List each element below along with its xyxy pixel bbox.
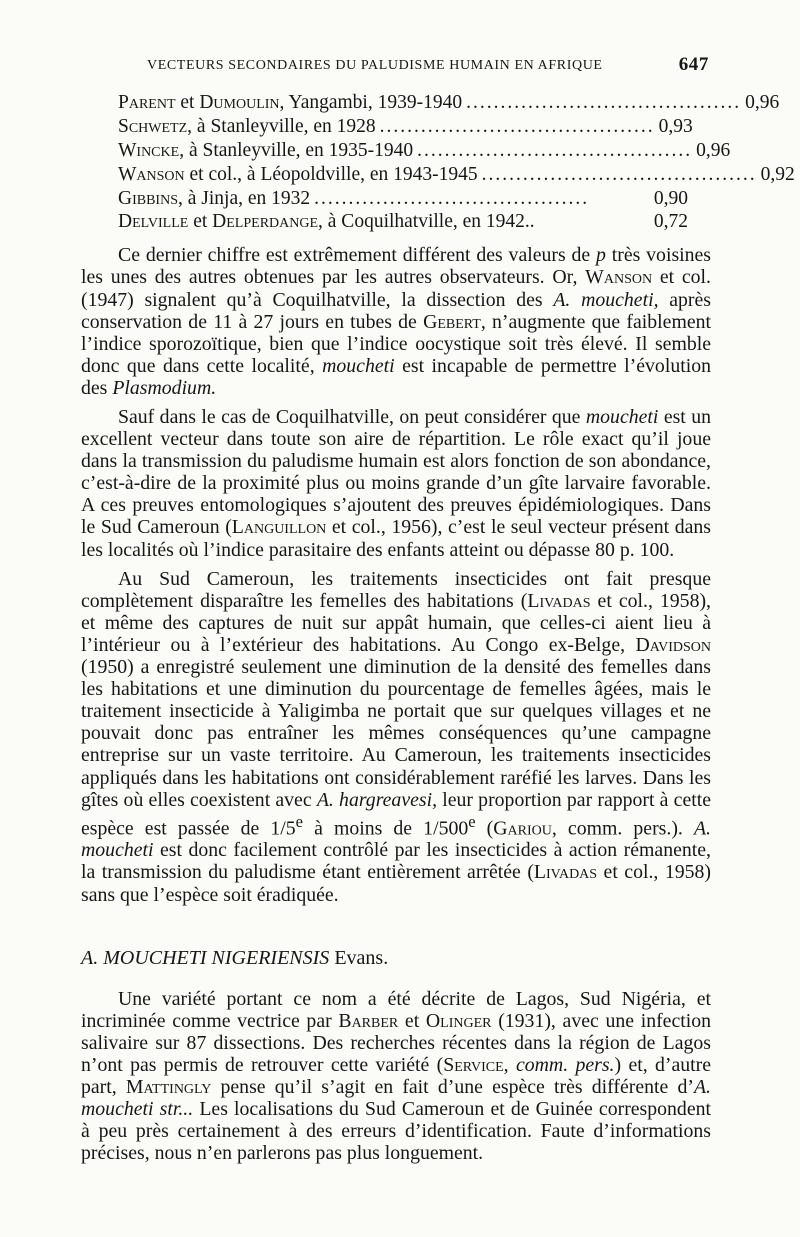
paragraph: Une variété portant ce nom a été décrite de Lagos, Sud Nigéria, et incriminée comme vectrice par Barber et Olinger (1931), avec une infection salivaire sur 87 dissections. Des recherches récentes dans la région de Lagos n’ont pas permis de retrouver cette variété (Service, comm. pers.) et, d’autre part, Mattingly pense qu’il s’agit en fait d’une espèce très différente d’A. moucheti str... Les localisations du Sud Cameroun et de Guinée correspondent à peu près certainement à des erreurs d’identification. Faute d’informations précises, nous n’en parlerons pas plus longuement. [81, 987, 712, 1165]
running-header [81, 52, 711, 82]
table-row: Schwetz, à Stanleyville, en 1928 ........................................ 0,93 [118, 115, 693, 137]
page [81, 52, 795, 1165]
table-value: 0,92 [760, 163, 795, 185]
paragraph: Au Sud Cameroun, les traitements insecticides ont fait presque complètement disparaître les femelles des habitations (Livadas et col., 1958), et même des captures de nuit sur appât humain, que celles-ci aient lieu à l’intérieur ou à l’extérieur des habitations. Au Congo ex-Belge, Davidson (1950) a enregistré seulement une diminution de la densité des femelles dans les habitations et une diminution du pourcentage de femelles âgées, mais le traitement insecticide à Yaligimba ne portait que sur quelques villages et ne pouvait donc pas entraîner les mêmes conséquences qu’une campagne entreprise sur un vaste territoire. Au Cameroun, les traitements insecticides appliqués dans les habitations ont considérablement raréfié les larves. Dans les gîtes où elles coexistent avec A. hargreavesi, leur proportion par rapport à cette espèce est passée de 1/5e à moins de 1/500e (Gariou, comm. pers.). A. moucheti est donc facilement contrôlé par les insecticides à action rémanente, la transmission du paludisme étant entièrement arrêtée (Livadas et col., 1958) sans que l’espèce soit éradiquée. [81, 567, 711, 906]
index-table [81, 91, 795, 234]
leader-dots: ........................................ [417, 139, 693, 161]
table-row: Parent et Dumoulin, Yangambi, 1939-1940 ........................................ 0,96 [118, 92, 780, 113]
table-value: 0,96 [696, 139, 731, 161]
table-value: 0,96 [745, 92, 780, 113]
table-row: Gibbins, à Jinja, en 1932 ........................................ 0,90 [118, 187, 688, 209]
table-row: Wincke, à Stanleyville, en 1935-1940 ........................................ 0,96 [118, 139, 731, 161]
running-title: VECTEURS SECONDAIRES DU PALUDISME HUMAIN EN AFRIQUE [147, 58, 603, 73]
table-row: Wanson et col., à Léopoldville, en 1943-1945 ........................................ 0,92 [118, 163, 795, 185]
table-value: 0,72 [653, 211, 688, 233]
table-value: 0,90 [653, 187, 688, 209]
paragraph: Ce dernier chiffre est extrêmement différent des valeurs de p très voisines les unes des autres obtenues par les autres observateurs. Or, Wanson et col. (1947) signalent qu’à Coquilhatville, la dissection des A. moucheti, après conservation de 11 à 27 jours en tubes de Gebert, n’augmente que faiblement l’indice sporozoïtique, bien que l’indice oocystique soit très élevé. Il semble donc que dans cette localité, moucheti est incapable de permettre l’évolution des Plasmodium. [81, 244, 712, 399]
leader-dots: ........................................ [314, 187, 590, 209]
leader-dots: ........................................ [481, 163, 757, 185]
page-number: 647 [678, 54, 709, 75]
leader-dots: ........................................ [379, 115, 655, 137]
paragraph: Sauf dans le cas de Coquilhatville, on peut considérer que moucheti est un excellent vecteur dans toute son aire de répartition. Le rôle exact qu’il joue dans la transmission du paludisme humain est alors fonction de son abondance, c’est-à-dire de la proximité plus ou moins grande d’un gîte larvaire favorable. A ces preuves entomologiques s’ajoutent des preuves épidémiologiques. Dans le Sud Cameroun (Languillon et col., 1956), c’est le seul vecteur présent dans les localités où l’indice parasitaire des enfants atteint ou dépasse 80 p. 100. [81, 406, 711, 561]
table-row: Delville et Delperdange, à Coquilhatville, en 1942.. 0,72 [118, 211, 688, 233]
section-heading: A. MOUCHETI NIGERIENSIS Evans. [81, 946, 389, 969]
table-value: 0,93 [658, 115, 693, 137]
leader-dots: ........................................ [466, 92, 742, 113]
